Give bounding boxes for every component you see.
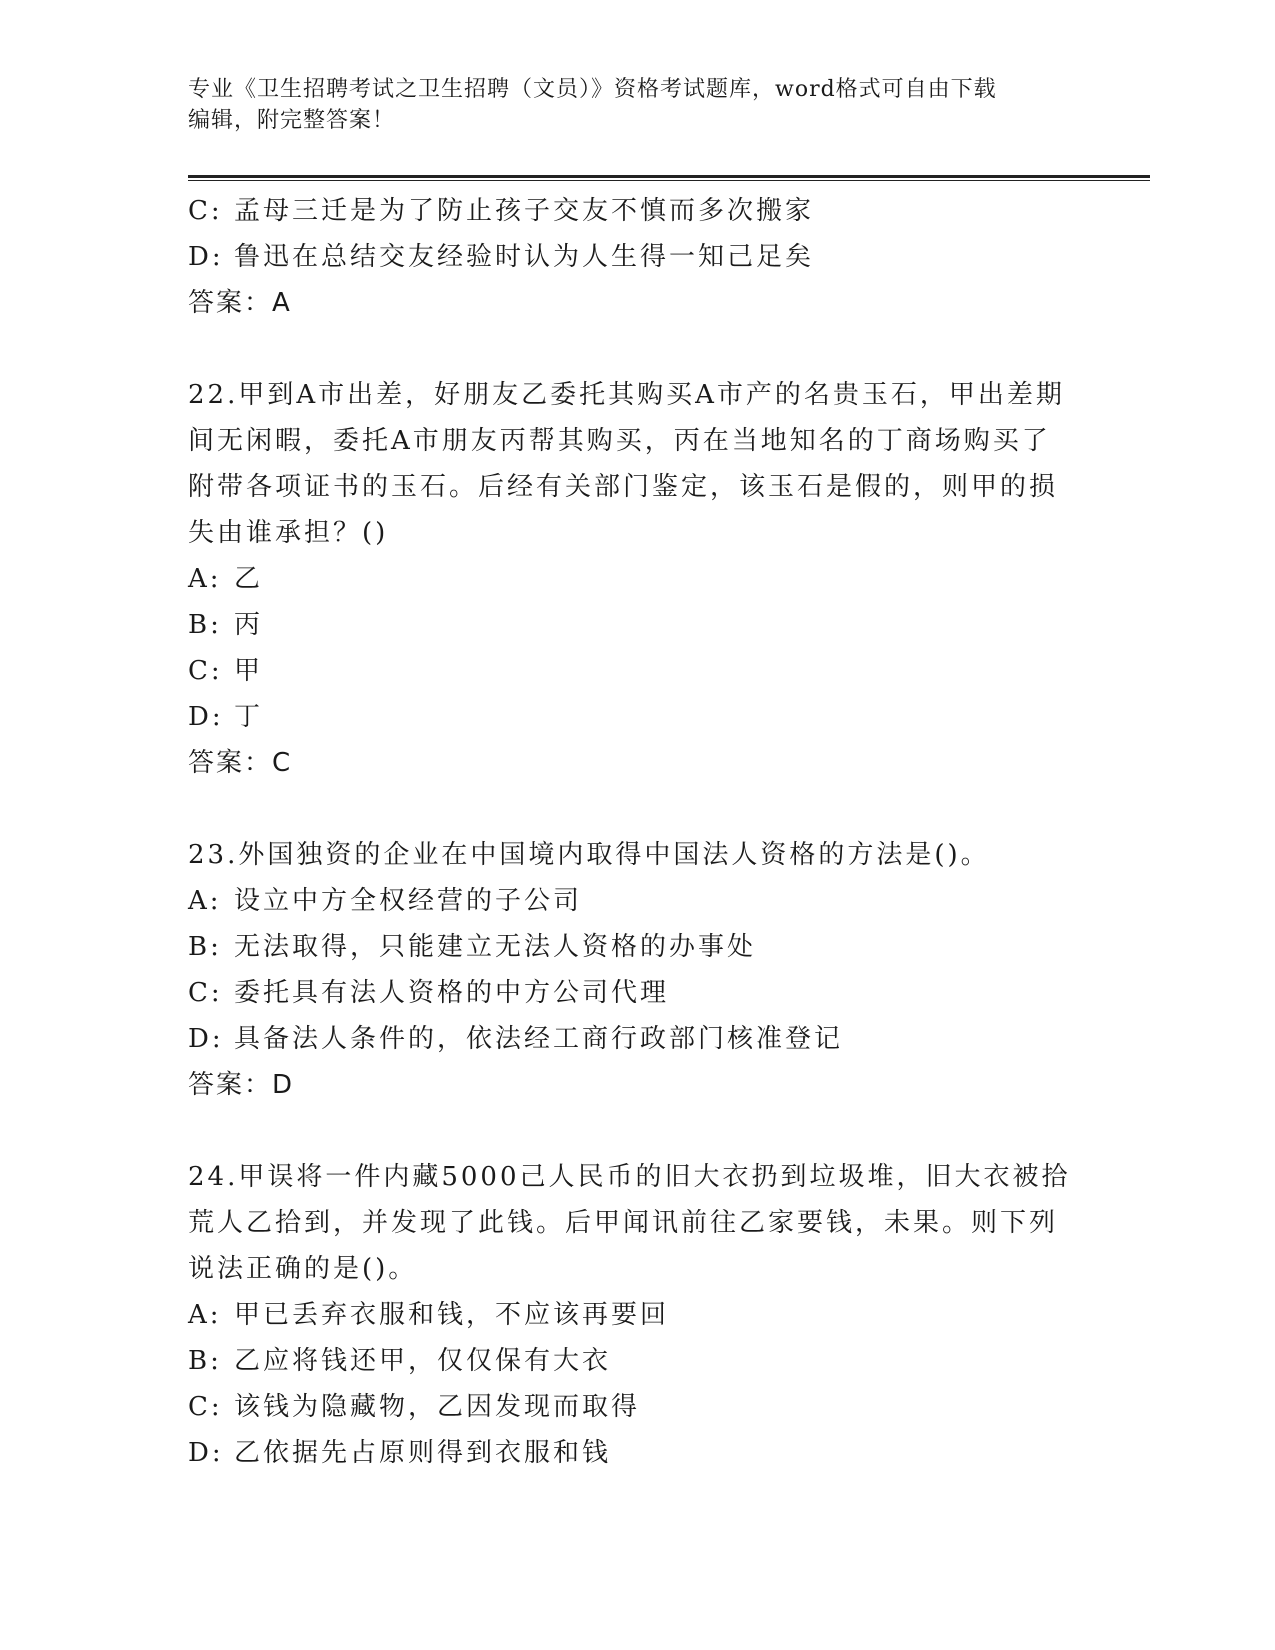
answer-line: 答案：A <box>188 288 292 318</box>
option-label: D: <box>188 1438 224 1468</box>
option-label: A: <box>188 886 222 916</box>
option-label: B: <box>188 610 222 640</box>
option-b <box>188 602 1088 648</box>
option-text: 该钱为隐藏物，乙因发现而取得 <box>234 1392 641 1422</box>
answer-line: 答案：C <box>188 748 293 778</box>
option-a <box>188 556 1088 602</box>
question-23 <box>188 832 1088 1108</box>
option-label: C: <box>188 978 223 1008</box>
question-stem-line: 说法正确的是()。 <box>188 1254 418 1284</box>
option-label: D: <box>188 242 224 272</box>
question-24 <box>188 1154 1088 1476</box>
option-text: 鲁迅在总结交友经验时认为人生得一知己足矣 <box>234 242 815 272</box>
option-text: 甲 <box>234 656 264 686</box>
option-label: C: <box>188 196 223 226</box>
answer-line: 答案：D <box>188 1070 295 1100</box>
option-d <box>188 694 1088 740</box>
option-label: C: <box>188 656 223 686</box>
option-label: D: <box>188 1024 224 1054</box>
question-stem-line: 24.甲误将一件内藏5000己人民币的旧大衣扔到垃圾堆，旧大衣被拾 <box>188 1162 1071 1192</box>
document-header <box>188 74 1068 136</box>
option-d <box>188 1016 1088 1062</box>
question-stem-line: 间无闲暇，委托A市朋友丙帮其购买，丙在当地知名的丁商场购买了 <box>188 426 1051 456</box>
option-text: 孟母三迁是为了防止孩子交友不慎而多次搬家 <box>234 196 815 226</box>
option-text: 设立中方全权经营的子公司 <box>234 886 583 916</box>
question-21-tail <box>188 188 1088 326</box>
option-d <box>188 234 1088 280</box>
question-stem-line: 22.甲到A市出差，好朋友乙委托其购买A市产的名贵玉石，甲出差期 <box>188 380 1065 410</box>
option-c <box>188 970 1088 1016</box>
option-a <box>188 1292 1088 1338</box>
option-c <box>188 1384 1088 1430</box>
option-text: 乙 <box>234 564 264 594</box>
option-label: A: <box>188 564 222 594</box>
option-label: C: <box>188 1392 223 1422</box>
question-stem-line: 附带各项证书的玉石。后经有关部门鉴定，该玉石是假的，则甲的损 <box>188 472 1059 502</box>
option-d <box>188 1430 1088 1476</box>
option-text: 无法取得，只能建立无法人资格的办事处 <box>234 932 757 962</box>
option-c <box>188 648 1088 694</box>
option-c <box>188 188 1088 234</box>
option-label: D: <box>188 702 224 732</box>
header-line-1: 专业《卫生招聘考试之卫生招聘（文员）》资格考试题库，word格式可自由下载 <box>188 77 997 102</box>
header-divider <box>188 175 1150 181</box>
option-text: 委托具有法人资格的中方公司代理 <box>234 978 670 1008</box>
option-label: A: <box>188 1300 222 1330</box>
option-label: B: <box>188 1346 222 1376</box>
option-text: 甲已丢弃衣服和钱，不应该再要回 <box>234 1300 670 1330</box>
question-stem-line: 失由谁承担？() <box>188 518 389 548</box>
option-text: 丙 <box>234 610 264 640</box>
option-label: B: <box>188 932 222 962</box>
option-b <box>188 1338 1088 1384</box>
option-text: 乙应将钱还甲，仅仅保有大衣 <box>234 1346 612 1376</box>
option-b <box>188 924 1088 970</box>
question-stem-line: 荒人乙拾到，并发现了此钱。后甲闻讯前往乙家要钱，未果。则下列 <box>188 1208 1059 1238</box>
question-content <box>188 188 1088 1476</box>
option-text: 乙依据先占原则得到衣服和钱 <box>234 1438 612 1468</box>
option-text: 丁 <box>234 702 264 732</box>
option-text: 具备法人条件的，依法经工商行政部门核准登记 <box>234 1024 844 1054</box>
question-stem-line: 23.外国独资的企业在中国境内取得中国法人资格的方法是()。 <box>188 840 990 870</box>
option-a <box>188 878 1088 924</box>
header-line-2: 编辑，附完整答案！ <box>188 108 396 133</box>
question-22 <box>188 372 1088 786</box>
